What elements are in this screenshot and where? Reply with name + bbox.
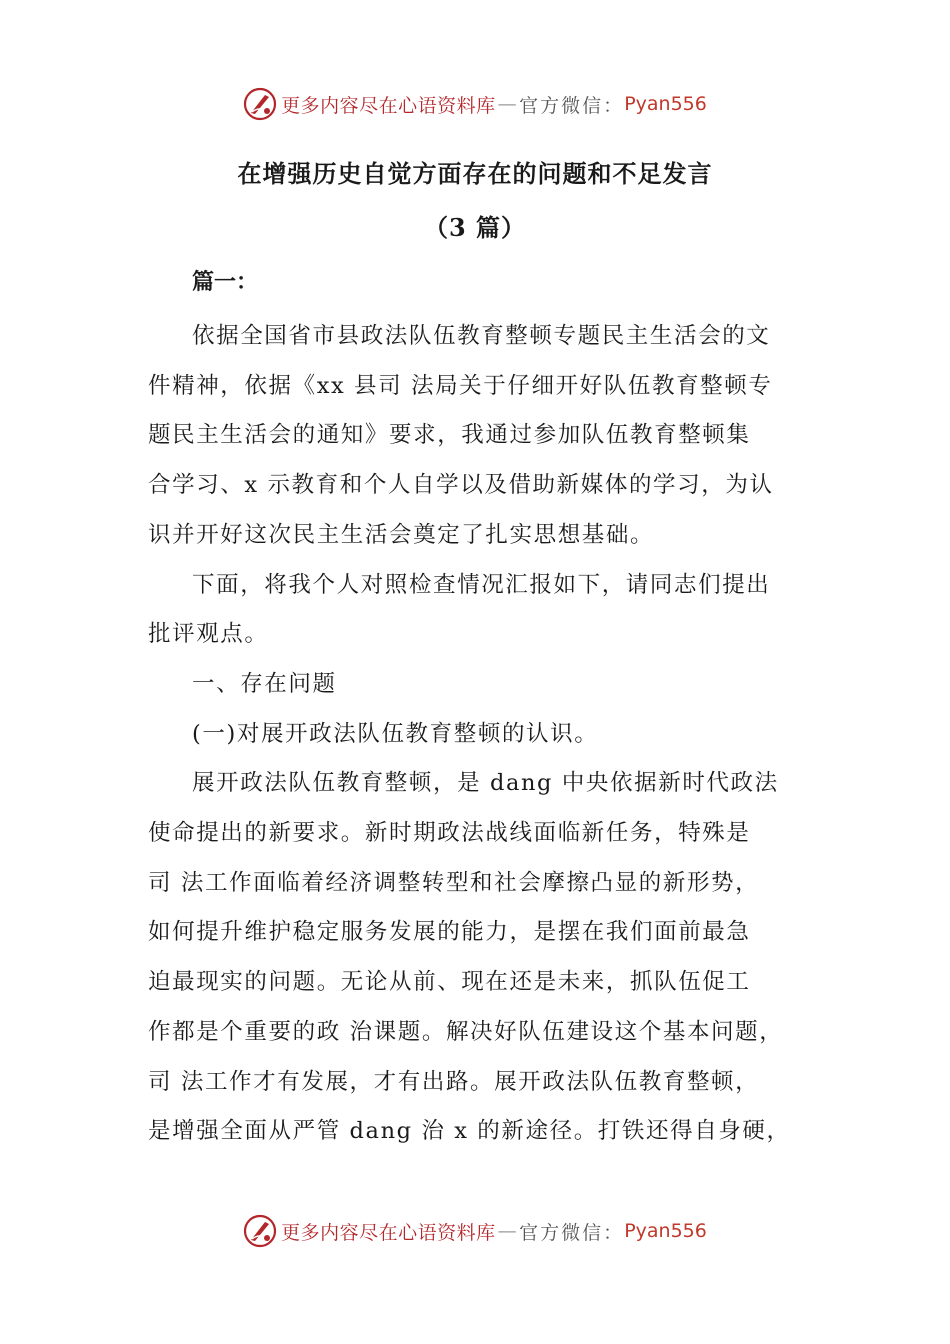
- document-title: 在增强历史自觉方面存在的问题和不足发言: [237, 159, 713, 188]
- quill-pen-circle-icon: [243, 87, 277, 121]
- text-line: 展开政法队伍教育整顿，是 dang 中央依据新时代政法: [192, 770, 779, 797]
- banner-main-text: 更多内容尽在心语资料库: [281, 1221, 496, 1244]
- text-line: 迫最现实的问题。无论从前、现在还是未来，抓队伍促工: [148, 969, 751, 996]
- text-line: 下面，将我个人对照检查情况汇报如下，请同志们提出: [192, 571, 771, 598]
- section-heading: 篇一：: [192, 269, 259, 295]
- subsection-heading-understanding: [148, 710, 818, 760]
- footer-watermark-banner: [0, 1211, 950, 1251]
- subsection-heading-problems: [148, 660, 818, 710]
- text-line: 批评观点。: [148, 621, 269, 648]
- text-line: 司 法工作面临着经济调整转型和社会摩擦凸显的新形势，: [148, 869, 760, 896]
- text-line: 如何提升维护稳定服务发展的能力，是摆在我们面前最急: [148, 919, 751, 946]
- text-line: 是增强全面从严管 dang 治 x 的新途径。打铁还得自身硬，: [148, 1118, 791, 1145]
- banner-wechat-id: Pyan556: [624, 1220, 707, 1242]
- text-line: 件精神，依据《xx 县司 法局关于仔细开好队伍教育整顿专: [148, 372, 773, 399]
- text-line: 司 法工作才有发展，才有出路。展开政法队伍教育整顿，: [148, 1068, 760, 1095]
- text-line: 题民主生活会的通知》要求，我通过参加队伍教育整顿集: [148, 422, 751, 449]
- text-line: (一)对展开政法队伍教育整顿的认识。: [192, 720, 599, 747]
- text-line: 合学习、x 示教育和个人自学以及借助新媒体的学习，为认: [148, 472, 774, 499]
- document-body: [148, 312, 818, 1157]
- paragraph-3: [148, 759, 818, 1157]
- text-line: 识并开好这次民主生活会奠定了扎实思想基础。: [148, 521, 655, 548]
- quill-pen-circle-icon: [243, 1214, 277, 1248]
- banner-dash: —: [497, 93, 518, 115]
- header-watermark-banner: [0, 84, 950, 124]
- document-title-count: （3 篇）: [423, 213, 527, 242]
- text-line: 使命提出的新要求。新时期政法战线面临新任务，特殊是: [148, 820, 751, 847]
- paragraph-2: [148, 561, 818, 660]
- paragraph-1: [148, 312, 818, 561]
- banner-main-text: 更多内容尽在心语资料库: [281, 94, 496, 117]
- banner-sub-text: 官方微信：: [519, 94, 625, 117]
- text-line: 作都是个重要的政 治课题。解决好队伍建设这个基本问题，: [148, 1018, 784, 1045]
- text-line: 依据全国省市县政法队伍教育整顿专题民主生活会的文: [192, 323, 771, 349]
- text-line: 一、存在问题: [192, 670, 337, 697]
- banner-sub-text: 官方微信：: [519, 1221, 625, 1244]
- banner-wechat-id: Pyan556: [624, 93, 707, 115]
- banner-dash: —: [497, 1220, 518, 1242]
